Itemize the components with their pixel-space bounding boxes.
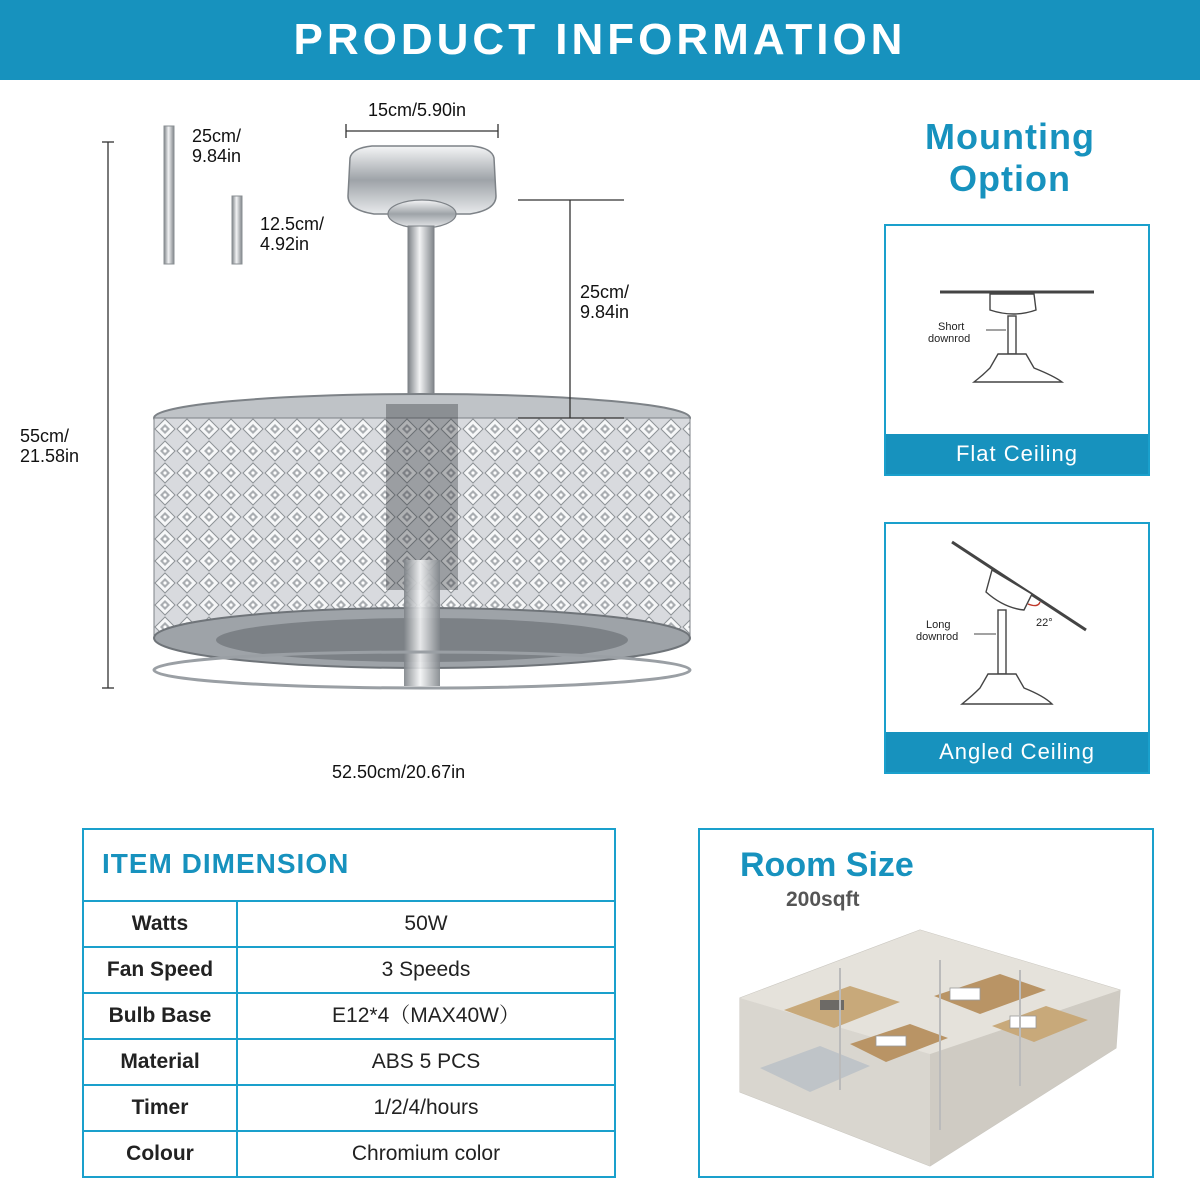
long-rod-label	[192, 126, 241, 166]
spec-value: 1/2/4/hours	[373, 1096, 479, 1119]
table-row	[84, 1084, 614, 1130]
total-height-label	[20, 426, 79, 466]
short-rod-label	[260, 214, 324, 254]
angled-ceiling-card	[884, 522, 1150, 774]
spec-value: E12*4（MAX40W）	[332, 1004, 520, 1027]
spec-value: 50W	[404, 912, 448, 935]
long-downrod	[164, 126, 174, 264]
diameter-label: 52.50cm/20.67in	[332, 762, 466, 782]
canopy-width-label: 15cm/5.90in	[368, 100, 467, 120]
flat-ceiling-diagram	[886, 226, 1148, 436]
spec-value: 3 Speeds	[381, 958, 471, 981]
flat-ceiling-card	[884, 224, 1150, 476]
long-downrod-label-line1: Long	[926, 619, 951, 631]
item-dimension-title: ITEM DIMENSION	[102, 848, 350, 879]
total-height-label-in: 21.58in	[20, 446, 80, 466]
spec-label: Fan Speed	[84, 948, 238, 992]
long-downrod-label-line2: downrod	[916, 631, 959, 643]
rod-length-label-in: 9.84in	[580, 302, 630, 322]
rod-length-label-cm: 25cm/	[580, 282, 630, 302]
short-rod-label-in: 4.92in	[260, 234, 310, 254]
ceiling-fan-illustration	[0, 80, 720, 700]
room-size-panel	[698, 828, 1154, 1178]
spec-label: Bulb Base	[84, 994, 238, 1038]
table-row	[84, 992, 614, 1038]
mounting-option-title: Mounting Option	[925, 116, 1095, 199]
table-row	[84, 1130, 614, 1176]
spec-label: Timer	[84, 1086, 238, 1130]
short-downrod	[232, 196, 242, 264]
spec-value: ABS 5 PCS	[371, 1050, 481, 1073]
item-dimension-table	[82, 828, 616, 1178]
total-height-label-cm: 55cm/	[20, 426, 70, 446]
short-rod-label-cm: 12.5cm/	[260, 214, 325, 234]
table-row	[84, 900, 614, 946]
room-size-area: 200sqft	[786, 888, 860, 911]
spec-label: Colour	[84, 1132, 238, 1176]
spec-label: Material	[84, 1040, 238, 1084]
short-downrod-label-line2: downrod	[928, 333, 971, 345]
room-size-title: Room Size	[740, 846, 914, 884]
angled-ceiling-caption: Angled Ceiling	[886, 732, 1148, 772]
downrod	[408, 226, 434, 398]
floor-plan-illustration	[700, 830, 1152, 1176]
rod-length-label	[580, 282, 629, 322]
long-rod-label-in: 9.84in	[192, 146, 242, 166]
page-title: PRODUCT INFORMATION	[293, 15, 907, 64]
angled-ceiling-diagram	[886, 524, 1148, 734]
long-rod-label-cm: 25cm/	[192, 126, 242, 146]
short-downrod-label-line1: Short	[938, 321, 965, 333]
table-row	[84, 1038, 614, 1084]
angle-label: 22°	[1036, 617, 1053, 629]
spec-value: Chromium color	[351, 1142, 501, 1165]
spec-label: Watts	[84, 902, 238, 946]
flat-ceiling-caption: Flat Ceiling	[886, 434, 1148, 474]
table-row	[84, 946, 614, 992]
